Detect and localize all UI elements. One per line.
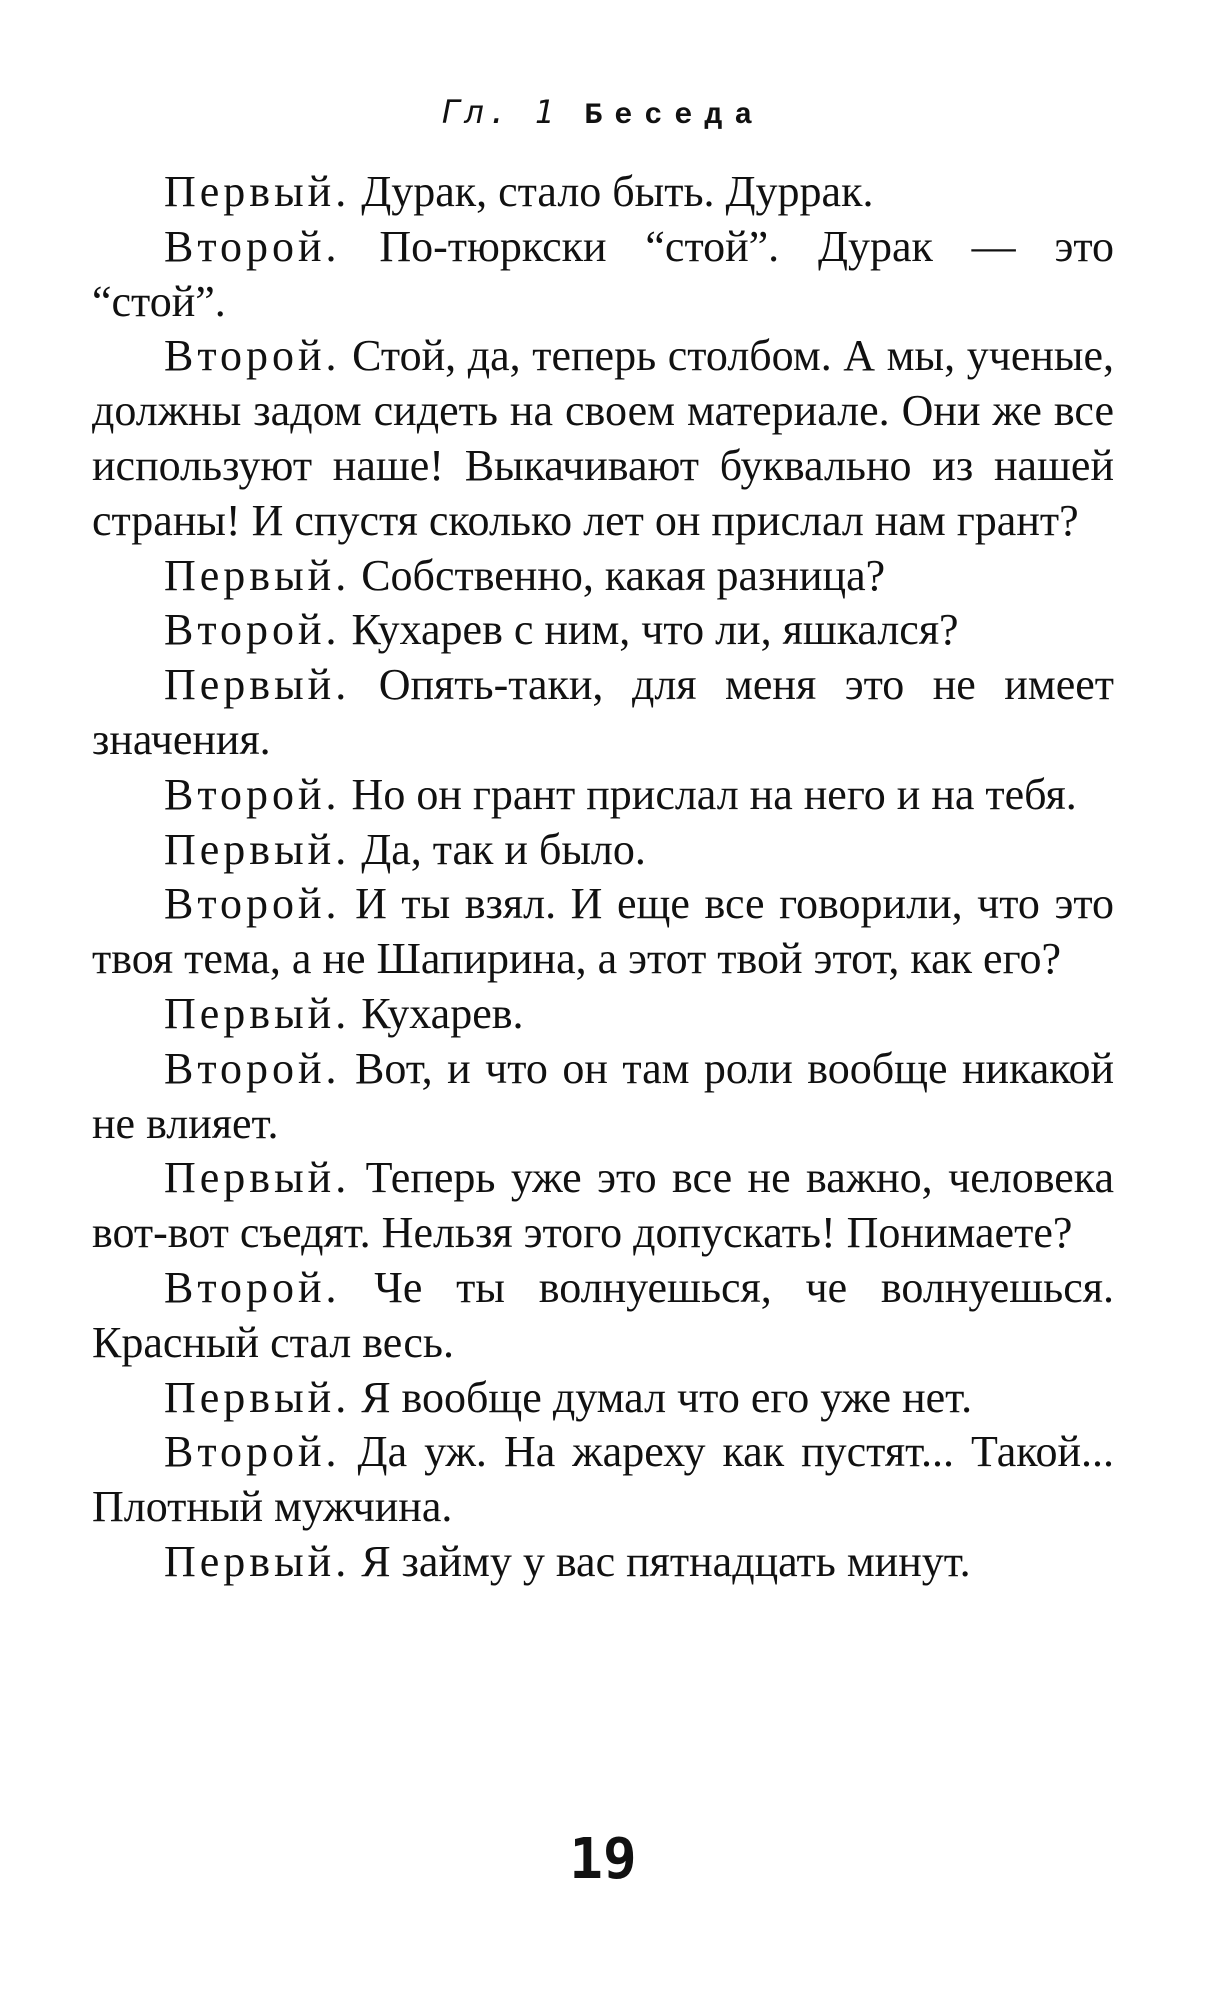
dialogue-line xyxy=(92,549,1114,604)
dialogue-line xyxy=(92,658,1114,768)
line-text: Кухарев с ним, что ли, яшкался? xyxy=(340,605,959,655)
line-text: Да уж. На жареху как пустят... Такой... Плотный мужчина. xyxy=(92,1427,1114,1532)
line-text: По-тюркски “стой”. Дурак — это “стой”. xyxy=(92,221,1114,326)
dialogue-line xyxy=(92,987,1114,1042)
line-text: Да, так и было. xyxy=(350,824,646,874)
dialogue-line xyxy=(92,329,1114,548)
line-text: Но он грант прислал на него и на тебя. xyxy=(340,769,1077,819)
line-text: Собственно, какая разница? xyxy=(350,550,886,600)
line-text: Я займу у вас пятнадцать минут. xyxy=(350,1536,971,1586)
speaker-name: Второй. xyxy=(164,1427,341,1477)
dialogue-text xyxy=(92,165,1114,1590)
speaker-name: Второй. xyxy=(164,879,341,929)
speaker-name: Второй. xyxy=(164,1262,341,1312)
line-text: Теперь уже это все не важно, человека вот-вот съедят. Нельзя этого допускать! Понимаете? xyxy=(92,1153,1114,1258)
dialogue-line xyxy=(92,1151,1114,1261)
line-text: Вот, и что он там роли вообще никакой не влияет. xyxy=(92,1043,1114,1148)
dialogue-line xyxy=(92,603,1114,658)
speaker-name: Второй. xyxy=(164,1043,341,1093)
line-text: И ты взял. И еще все говорили, что это твоя тема, а не Шапирина, а этот твой этот, как его? xyxy=(92,879,1114,984)
chapter-title: Беседа xyxy=(584,99,765,133)
speaker-name: Первый. xyxy=(164,1372,351,1422)
line-text: Кухарев. xyxy=(350,988,524,1038)
line-text: Я вообще думал что его уже нет. xyxy=(350,1372,973,1422)
speaker-name: Первый. xyxy=(164,1536,351,1586)
speaker-name: Второй. xyxy=(164,769,341,819)
chapter-label: Гл. 1 xyxy=(441,93,558,131)
dialogue-line xyxy=(92,823,1114,878)
dialogue-line xyxy=(92,768,1114,823)
speaker-name: Первый. xyxy=(164,660,351,710)
running-head xyxy=(0,92,1206,136)
dialogue-line xyxy=(92,1261,1114,1371)
speaker-name: Первый. xyxy=(164,167,351,216)
speaker-name: Первый. xyxy=(164,988,351,1038)
speaker-name: Второй. xyxy=(164,605,341,655)
line-text: Че ты волнуешься, че волнуешься. Красный стал весь. xyxy=(92,1262,1114,1367)
line-text: Стой, да, теперь столбом. А мы, ученые, должны задом сидеть на своем материале. Они же все используют наше! Выкачивают буквально из нашей страны! И спустя сколько лет он прислал нам грант? xyxy=(92,331,1114,545)
line-text: Дурак, стало быть. Дуррак. xyxy=(350,167,874,216)
dialogue-line xyxy=(92,877,1114,987)
dialogue-line xyxy=(92,1042,1114,1152)
line-text: Опять-таки, для меня это не имеет значения. xyxy=(92,660,1114,764)
page-number: 19 xyxy=(569,1827,637,1892)
speaker-name: Первый. xyxy=(164,824,351,874)
speaker-name: Второй. xyxy=(164,331,341,381)
speaker-name: Первый. xyxy=(164,550,351,600)
dialogue-line xyxy=(92,1535,1114,1590)
speaker-name: Второй. xyxy=(164,221,341,271)
speaker-name: Первый. xyxy=(164,1153,351,1203)
dialogue-line xyxy=(92,165,1114,220)
dialogue-line xyxy=(92,1371,1114,1426)
dialogue-line xyxy=(92,1425,1114,1535)
dialogue-line xyxy=(92,220,1114,330)
